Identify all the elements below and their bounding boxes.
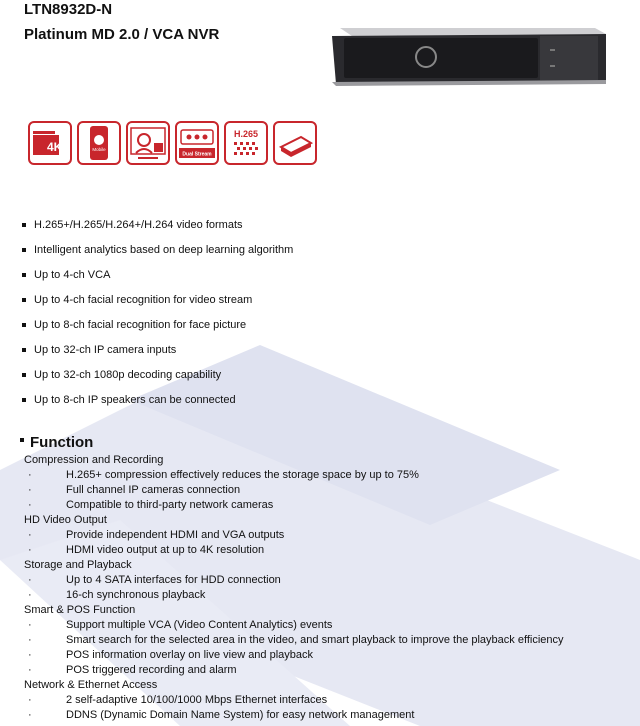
function-heading xyxy=(20,434,93,451)
spec-category: Storage and Playback xyxy=(24,559,132,571)
list-item: Up to 8-ch facial recognition for face picture xyxy=(22,313,293,338)
nvr-device-image xyxy=(330,20,610,90)
model-number: LTN8932D-N xyxy=(24,1,113,18)
spec-category: Compression and Recording xyxy=(24,454,164,466)
4k-icon xyxy=(28,121,72,165)
dual-stream-label: Dual Stream xyxy=(182,151,212,158)
h265-label: H.265 xyxy=(233,129,259,139)
feature-icons-row xyxy=(28,121,317,165)
dual-stream-icon xyxy=(175,121,219,165)
list-item: Up to 32-ch IP camera inputs xyxy=(22,338,293,363)
spec-item: · Provide independent HDMI and VGA outputs xyxy=(24,528,564,543)
spec-item: · POS information overlay on live view and playback xyxy=(24,648,564,663)
mobile-icon xyxy=(77,121,121,165)
hdd-icon xyxy=(273,121,317,165)
list-item: Intelligent analytics based on deep learning algorithm xyxy=(22,238,293,263)
spec-category: Network & Ethernet Access xyxy=(24,679,158,691)
spec-item: · Up to 4 SATA interfaces for HDD connection xyxy=(24,573,564,588)
product-subtitle: Platinum MD 2.0 / VCA NVR xyxy=(24,26,220,43)
spec-item: · POS triggered recording and alarm xyxy=(24,663,564,678)
spec-item: · 16-ch synchronous playback xyxy=(24,588,564,603)
list-item: Up to 8-ch IP speakers can be connected xyxy=(22,388,293,413)
spec-category: Smart & POS Function xyxy=(24,604,136,616)
spec-item: · Compatible to third-party network cameras xyxy=(24,498,564,513)
spec-item: · Smart search for the selected area in the video, and smart playback to improve the playback efficiency xyxy=(24,633,564,648)
function-title: Function xyxy=(30,434,94,451)
mobile-label: Mobile xyxy=(92,147,106,152)
list-item: Up to 4-ch VCA xyxy=(22,263,293,288)
spec-item: · 2 self-adaptive 10/100/1000 Mbps Ethernet interfaces xyxy=(24,693,564,708)
product-header xyxy=(24,0,219,44)
h265-icon xyxy=(224,121,268,165)
face-recognition-icon xyxy=(126,121,170,165)
list-item: H.265+/H.265/H.264+/H.264 video formats xyxy=(22,213,293,238)
spec-item: · DDNS (Dynamic Domain Name System) for easy network management xyxy=(24,708,564,723)
spec-item: · HDMI video output at up to 4K resolution xyxy=(24,543,564,558)
list-item: Up to 4-ch facial recognition for video stream xyxy=(22,288,293,313)
spec-item: · Support multiple VCA (Video Content Analytics) events xyxy=(24,618,564,633)
bullet-icon xyxy=(20,438,24,442)
spec-item: · H.265+ compression effectively reduces the storage space by up to 75% xyxy=(24,468,564,483)
function-spec-list xyxy=(24,453,564,723)
svg-text:4K: 4K xyxy=(47,140,63,154)
list-item: Up to 32-ch 1080p decoding capability xyxy=(22,363,293,388)
spec-category: HD Video Output xyxy=(24,514,107,526)
spec-item: · Full channel IP cameras connection xyxy=(24,483,564,498)
feature-list xyxy=(22,213,293,413)
